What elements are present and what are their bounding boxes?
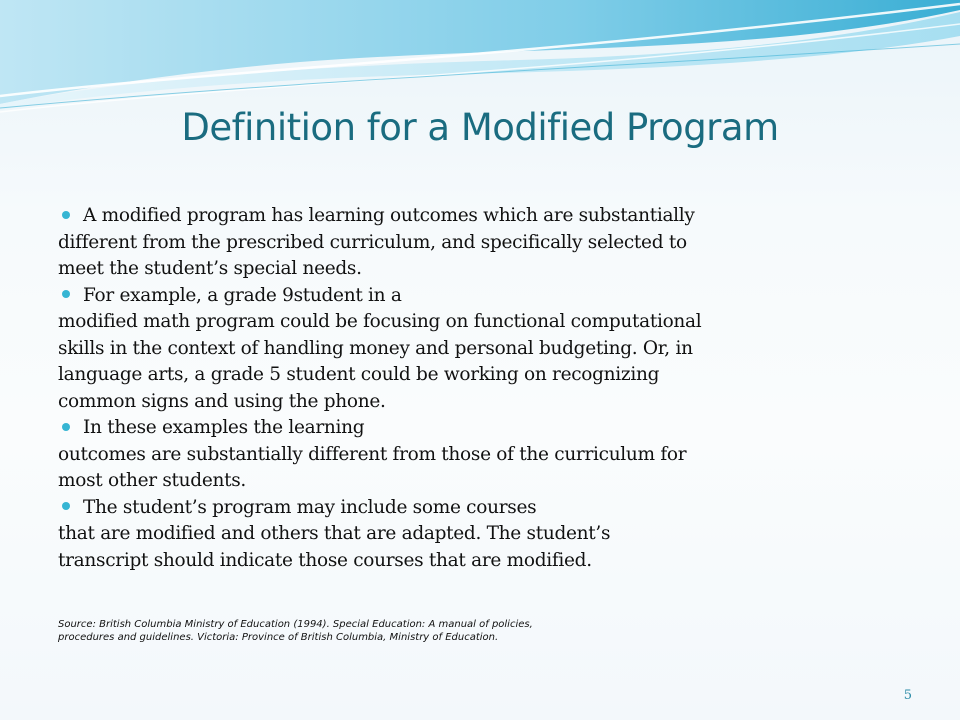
bullet-paragraph — [58, 495, 898, 575]
bullet-text: different from the prescribed curriculum, and specifically selected to meet the student’s special needs. — [58, 231, 687, 279]
bullet-paragraph — [58, 415, 898, 495]
bullet-first-line: For example, a grade 9student in a — [83, 284, 402, 306]
bullet-first-line: The student’s program may include some courses — [83, 496, 537, 518]
bullet-first-line: A modified program has learning outcomes which are substantially — [83, 205, 695, 226]
slide-body — [58, 203, 898, 574]
bullet-text: outcomes are substantially different from those of the curriculum for most other students. — [58, 443, 687, 491]
bullet-first-line: In these examples the learning — [83, 417, 365, 438]
bullet-text: that are modified and others that are adapted. The student’s transcript should indicate those courses that are modified. — [58, 523, 611, 571]
bullet-icon — [62, 502, 70, 510]
bullet-paragraph — [58, 283, 898, 416]
bullet-text: modified math program could be focusing on functional computational skills in the context of handling money and personal budgeting. Or, in language arts, a grade 5 student could be working on recognizing common signs and using the phone. — [58, 311, 702, 412]
slide-title: Definition for a Modified Program — [181, 106, 779, 149]
bullet-icon — [62, 290, 70, 298]
source-citation: Source: British Columbia Ministry of Education (1994). Special Education: A manual of policies, procedures and guidelines. Victoria: Province of British Columbia, Ministry of Education. — [58, 619, 533, 643]
header-wave-decoration — [0, 0, 960, 120]
bullet-icon — [62, 211, 70, 219]
bullet-paragraph — [58, 203, 898, 283]
page-number: 5 — [903, 688, 912, 703]
bullet-icon — [62, 423, 70, 431]
